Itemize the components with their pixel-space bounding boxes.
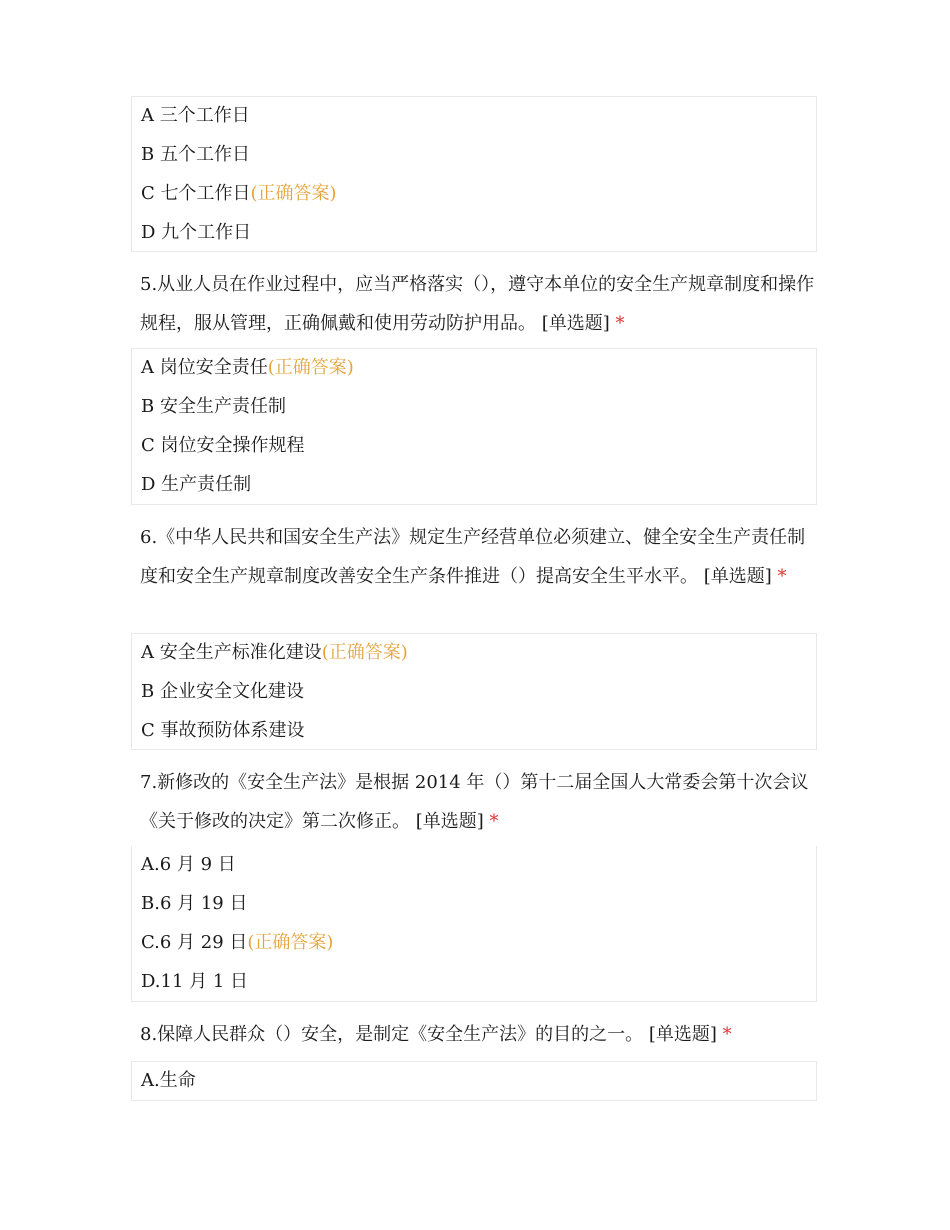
option-label: B 企业安全文化建设	[141, 681, 304, 702]
option-label: A 安全生产标准化建设	[141, 642, 322, 663]
correct-answer-tag: (正确答案)	[250, 183, 337, 204]
option-d[interactable]	[141, 971, 248, 993]
options-box-q4	[131, 96, 817, 252]
option-label: A 三个工作日	[141, 105, 250, 126]
option-a[interactable]	[141, 854, 236, 876]
option-a[interactable]	[141, 642, 408, 664]
question-text: 6.《中华人民共和国安全生产法》规定生产经营单位必须建立、健全安全生产责任制度和安全生产规章制度改善安全生产条件推进（）提高安全生平水平。 [单选题]	[140, 527, 806, 587]
question-text: 7.新修改的《安全生产法》是根据 2014 年（）第十二届全国人大常委会第十次会议《关于修改的决定》第二次修正。 [单选题]	[140, 772, 809, 832]
options-box-q8	[131, 1061, 817, 1101]
option-label: D 生产责任制	[141, 474, 252, 495]
option-b[interactable]	[141, 144, 250, 166]
question-text: 8.保障人民群众（）安全，是制定《安全生产法》的目的之一。 [单选题]	[140, 1024, 717, 1045]
option-b[interactable]	[141, 396, 286, 418]
option-a[interactable]	[141, 105, 250, 127]
option-label: C 事故预防体系建设	[141, 720, 305, 741]
option-c[interactable]	[141, 435, 305, 457]
option-d[interactable]	[141, 222, 251, 244]
correct-answer-tag: (正确答案)	[267, 357, 354, 378]
option-label: B 安全生产责任制	[141, 396, 286, 417]
correct-answer-tag: (正确答案)	[247, 932, 334, 953]
option-label: C 岗位安全操作规程	[141, 435, 305, 456]
option-d[interactable]	[141, 474, 251, 496]
option-c[interactable]	[141, 720, 305, 742]
required-mark: *	[489, 810, 499, 832]
option-c[interactable]	[141, 932, 333, 954]
options-box-q5	[131, 348, 817, 505]
required-mark: *	[777, 565, 787, 587]
question-text: 5.从业人员在作业过程中，应当严格落实（），遵守本单位的安全生产规章制度和操作规程，服从管理，正确佩戴和使用劳动防护用品。 [单选题]	[140, 274, 815, 334]
question-7	[140, 764, 816, 841]
question-5	[140, 266, 816, 343]
option-b[interactable]	[141, 893, 247, 915]
option-label: B 五个工作日	[141, 144, 250, 165]
option-a[interactable]	[141, 1070, 196, 1092]
option-label: D 九个工作日	[141, 222, 252, 243]
question-6	[140, 519, 816, 596]
options-box-q6	[131, 633, 817, 750]
options-box-q7	[131, 846, 817, 1002]
option-label: A 岗位安全责任	[141, 357, 268, 378]
required-mark: *	[615, 312, 625, 334]
option-label: C 七个工作日	[141, 183, 251, 204]
correct-answer-tag: (正确答案)	[321, 642, 408, 663]
option-label: D.11 月 1 日	[141, 971, 249, 992]
option-a[interactable]	[141, 357, 354, 379]
option-label: A.生命	[141, 1070, 196, 1091]
required-mark: *	[722, 1024, 732, 1045]
option-c[interactable]	[141, 183, 337, 205]
question-8	[140, 1016, 816, 1055]
option-label: A.6 月 9 日	[141, 854, 236, 875]
option-b[interactable]	[141, 681, 304, 703]
option-label: B.6 月 19 日	[141, 893, 248, 914]
option-label: C.6 月 29 日	[141, 932, 248, 953]
